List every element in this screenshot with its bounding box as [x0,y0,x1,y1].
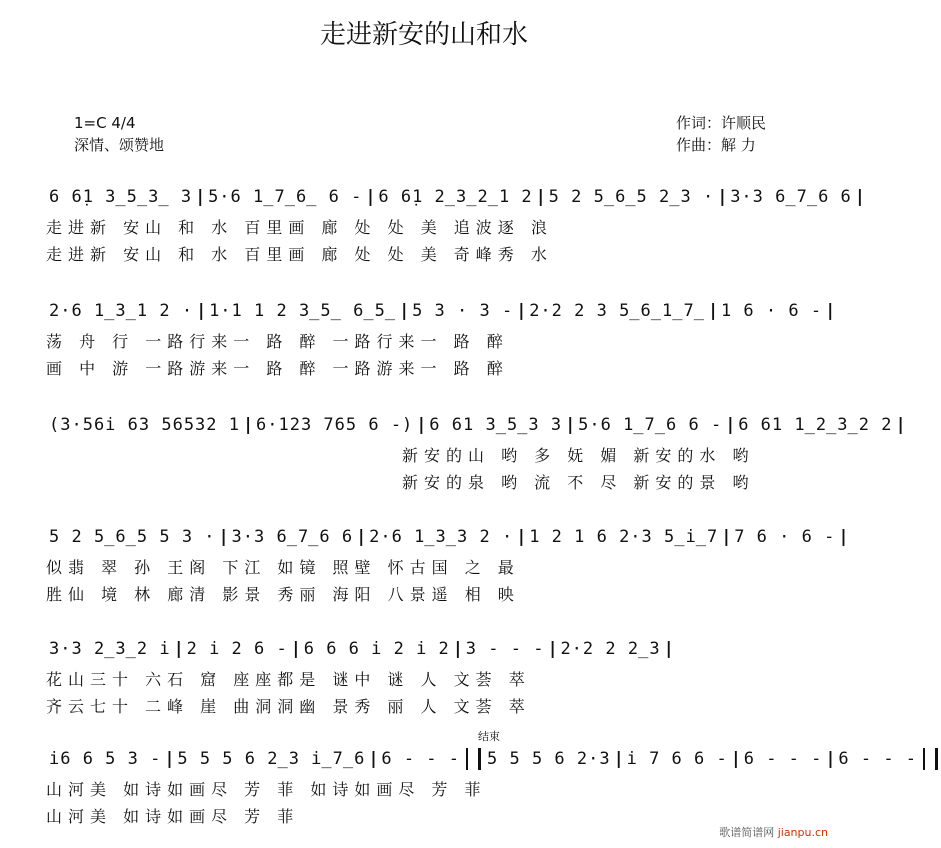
barline: | [516,527,528,547]
barline: | [825,301,837,321]
score-credits [676,112,766,156]
barline: | [243,415,255,435]
notation-line [46,520,850,554]
score-system-2 [46,294,837,382]
site-watermark [719,824,828,840]
lyrics-verse-1: 荡 舟 行 一路行来一 路 醉 一路行来一 路 醉 [46,332,509,351]
measure: 2·6 1̲3̲1 2 · [49,301,194,321]
measure: 5 2 5̲6̲5 5 3 · [49,527,216,547]
barline: | [535,187,547,207]
measure: 3 - - - [465,639,545,659]
notation-line [46,632,806,666]
score-system-6 [46,730,918,830]
barline: | [730,749,742,769]
measure: 5 3 · 3 - [412,301,514,321]
final-barline [923,748,938,770]
score-system-3 [46,408,907,496]
measure: 6·123 765 6 -) [256,415,414,435]
measure: 7 6 · 6 - [734,527,836,547]
barline: | [707,301,720,321]
lyrics-verse-1: 似翡 翠 孙 王阁 下江 如镜 照壁 怀古国 之 最 [46,558,520,577]
score-system-1 [46,180,867,268]
barline: | [565,415,577,435]
measure: 6 - - - [838,749,918,769]
barline: | [895,415,907,435]
watermark-url: jianpu.cn [777,826,828,839]
measure: 6 61 1̲2̲3̲2 2 [738,415,893,435]
barline: | [368,749,380,769]
barline: | [195,187,207,207]
measure: 5 5 5 6 2̲3 i̲7̲6 [177,749,366,769]
measure: 1 2 1 6 2·3 5̲i̲7 [529,527,719,547]
barline: | [164,749,176,769]
lyricist-credit: 作词：许顺民 [676,114,767,132]
lyrics-verse-1: 花山三十 六石 窟 座座都是 谜中 谜 人 文荟 萃 [46,670,531,689]
notation-line [46,742,918,776]
barline: | [290,639,302,659]
measure: 3·3 6̲7̲6 6 [730,187,852,207]
measure: 3·3 2̲3̲2 i [49,639,171,659]
lyrics-verse-2: 山河美 如诗如画尽 芳 菲 [46,807,300,826]
barline: | [547,639,559,659]
measure: 6 6 6 i 2 i 2 [303,639,450,659]
barline: | [356,527,368,547]
measure: 2·6 1̲3̲3 2 · [369,527,514,547]
repeat-barline [466,748,481,770]
score-system-5 [46,632,806,720]
measure: 2·2 2 3 5̲6̲1̲7̲ [529,301,705,321]
measure: 6 6̣1 2̲3̲2̲1 2 [378,187,533,207]
measure: 1·1 1 2 3̲5̲ 6̲5̲ [209,301,397,321]
lyrics-verse-1: 新安的山 哟 多 妩 媚 新安的水 哟 [402,446,755,465]
measure: 1 6 · 6 - [720,301,823,321]
measure: 2 i 2 6 - [186,639,288,659]
barline: | [717,187,729,207]
barline: | [825,749,837,769]
barline: | [613,749,625,769]
barline: | [365,187,377,207]
barline: | [663,639,675,659]
barline: | [416,415,428,435]
expression-marking: 深情、颂赞地 [74,136,165,154]
score-system-4 [46,520,850,608]
lyrics-verse-2: 走进新 安山 和 水 百里画 廊 处 处 美 奇峰秀 水 [46,245,553,264]
lyrics-verse-2: 胜仙 境 林 廊清 影景 秀丽 海阳 八景遥 相 映 [46,585,520,604]
watermark-site-name: 歌谱简谱网 [719,826,775,839]
measure: 6 - - - [743,749,823,769]
key-time-signature: 1=C 4/4 [74,114,136,132]
lyrics-verse-1: 山河美 如诗如画尽 芳 菲 如诗如画尽 芳 菲 [46,780,487,799]
measure: 2·2 2 2̲3 [560,639,661,659]
barline: | [173,639,185,659]
lyrics-verse-2: 新安的泉 哟 流 不 尽 新安的景 哟 [402,473,755,492]
barline: | [218,527,230,547]
measure: 3·3 6̲7̲6 6 [231,527,354,547]
song-title: 走进新安的山和水 [319,20,528,50]
end-marker: 结束 [478,730,500,743]
lyrics-verse-2: 齐云七十 二峰 崖 曲洞洞幽 景秀 丽 人 文荟 萃 [46,697,531,716]
measure: 5·6 1̲7̲6̲ 6 - [208,187,363,207]
barline: | [725,415,737,435]
notation-line [46,294,837,328]
score-info-left [74,112,164,156]
barline: | [838,527,850,547]
measure: 5 2 5̲6̲5 2̲3 · [548,187,715,207]
measure: 5·6 1̲7̲6 6 - [578,415,723,435]
barline: | [721,527,733,547]
notation-line [46,180,867,214]
barline: | [516,301,528,321]
barline: | [854,187,867,207]
measure: (3·56i 63 56532 1 [49,415,240,435]
barline: | [399,301,411,321]
composer-credit: 作曲：解 力 [676,136,756,154]
measure: i 7 6 6 - [626,749,728,769]
barline: | [196,301,208,321]
barline: | [452,639,465,659]
measure: 5 5 5 6 2·3 [487,749,611,769]
measure: 6 61 3̲5̲3 3 [429,415,563,435]
measure: 6 - - - [381,749,461,769]
notation-line [46,408,907,442]
lyrics-verse-2: 画 中 游 一路游来一 路 醉 一路游来一 路 醉 [46,359,509,378]
lyrics-verse-1: 走进新 安山 和 水 百里画 廊 处 处 美 追波逐 浪 [46,218,553,237]
measure: 6 6̣1 3̲5̲3̲ 3 [49,187,193,207]
measure: i6 6 5 3 - [49,749,162,769]
